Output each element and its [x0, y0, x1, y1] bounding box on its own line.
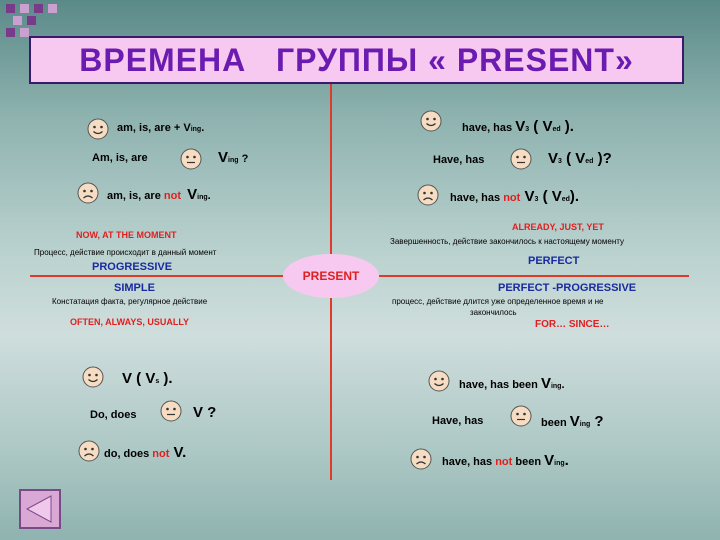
- smiley-sad-icon: [78, 440, 100, 462]
- perfect-negative: have, has not V3 ( Ved).: [450, 188, 580, 205]
- perfect-progressive-description-1: процесс, действие длится уже определенное время и не: [392, 297, 604, 306]
- perfect-progressive-description-2: закончилось: [470, 308, 517, 317]
- perfect-question-verb: V3 ( Ved )?: [548, 150, 612, 167]
- center-label: PRESENT: [302, 269, 360, 283]
- simple-negative: do, does not V.: [104, 444, 187, 461]
- decor-square: [27, 16, 36, 25]
- progressive-question-verb: Ving ?: [218, 149, 249, 166]
- smiley-neutral-icon: [160, 400, 182, 422]
- perfect-label: PERFECT: [528, 255, 580, 267]
- progressive-affirmative: am, is, are + Ving.: [117, 122, 205, 134]
- smiley-happy-icon: [82, 366, 104, 388]
- smiley-sad-icon: [410, 448, 432, 470]
- simple-question-verb: V ?: [193, 404, 217, 421]
- simple-question: Do, does: [90, 409, 137, 421]
- progressive-negative: am, is, are not Ving.: [107, 186, 211, 203]
- perfect-progressive-negative: have, has not been Ving.: [442, 452, 569, 469]
- perfect-progressive-question-verb: been Ving ?: [541, 413, 604, 430]
- perfect-affirmative: have, has V3 ( Ved ).: [462, 118, 574, 135]
- smiley-neutral-icon: [510, 148, 532, 170]
- smiley-sad-icon: [77, 182, 99, 204]
- center-ellipse: [283, 254, 379, 298]
- page-title: ВРЕМЕНА ГРУППЫ « PRESENT»: [79, 41, 634, 78]
- smiley-happy-icon: [428, 370, 450, 392]
- decor-square: [13, 16, 22, 25]
- horizontal-divider-right: [379, 275, 689, 277]
- arrow-left-icon: [21, 491, 59, 527]
- perfect-markers: ALREADY, JUST, YET: [512, 222, 604, 232]
- smiley-neutral-icon: [180, 148, 202, 170]
- simple-markers: OFTEN, ALWAYS, USUALLY: [70, 317, 190, 327]
- decor-square: [6, 28, 15, 37]
- progressive-label: PROGRESSIVE: [92, 261, 173, 273]
- decor-square: [34, 4, 43, 13]
- perfect-progressive-affirmative: have, has been Ving.: [459, 375, 565, 392]
- perfect-question: Have, has: [433, 154, 485, 166]
- progressive-question: Am, is, are: [92, 152, 148, 164]
- perfect-description: Завершенность, действие закончилось к настоящему моменту: [390, 237, 624, 246]
- back-button[interactable]: [19, 489, 61, 529]
- smiley-happy-icon: [420, 110, 442, 132]
- horizontal-divider-left: [30, 275, 283, 277]
- perfect-progressive-question: Have, has: [432, 415, 484, 427]
- decor-square: [6, 4, 15, 13]
- smiley-sad-icon: [417, 184, 439, 206]
- smiley-happy-icon: [87, 118, 109, 140]
- perfect-progressive-markers: FOR… SINCE…: [535, 319, 610, 330]
- simple-affirmative: V ( Vs ).: [122, 370, 173, 387]
- smiley-neutral-icon: [510, 405, 532, 427]
- progressive-description: Процесс, действие происходит в данный момент: [34, 248, 217, 257]
- perfect-progressive-label: PERFECT -PROGRESSIVE: [498, 282, 637, 294]
- simple-description: Констатация факта, регулярное действие: [52, 297, 208, 306]
- decor-square: [20, 28, 29, 37]
- progressive-markers: NOW, AT THE MOMENT: [76, 230, 177, 240]
- title-box: [29, 36, 684, 84]
- simple-label: SIMPLE: [114, 282, 155, 294]
- decor-square: [20, 4, 29, 13]
- decor-square: [48, 4, 57, 13]
